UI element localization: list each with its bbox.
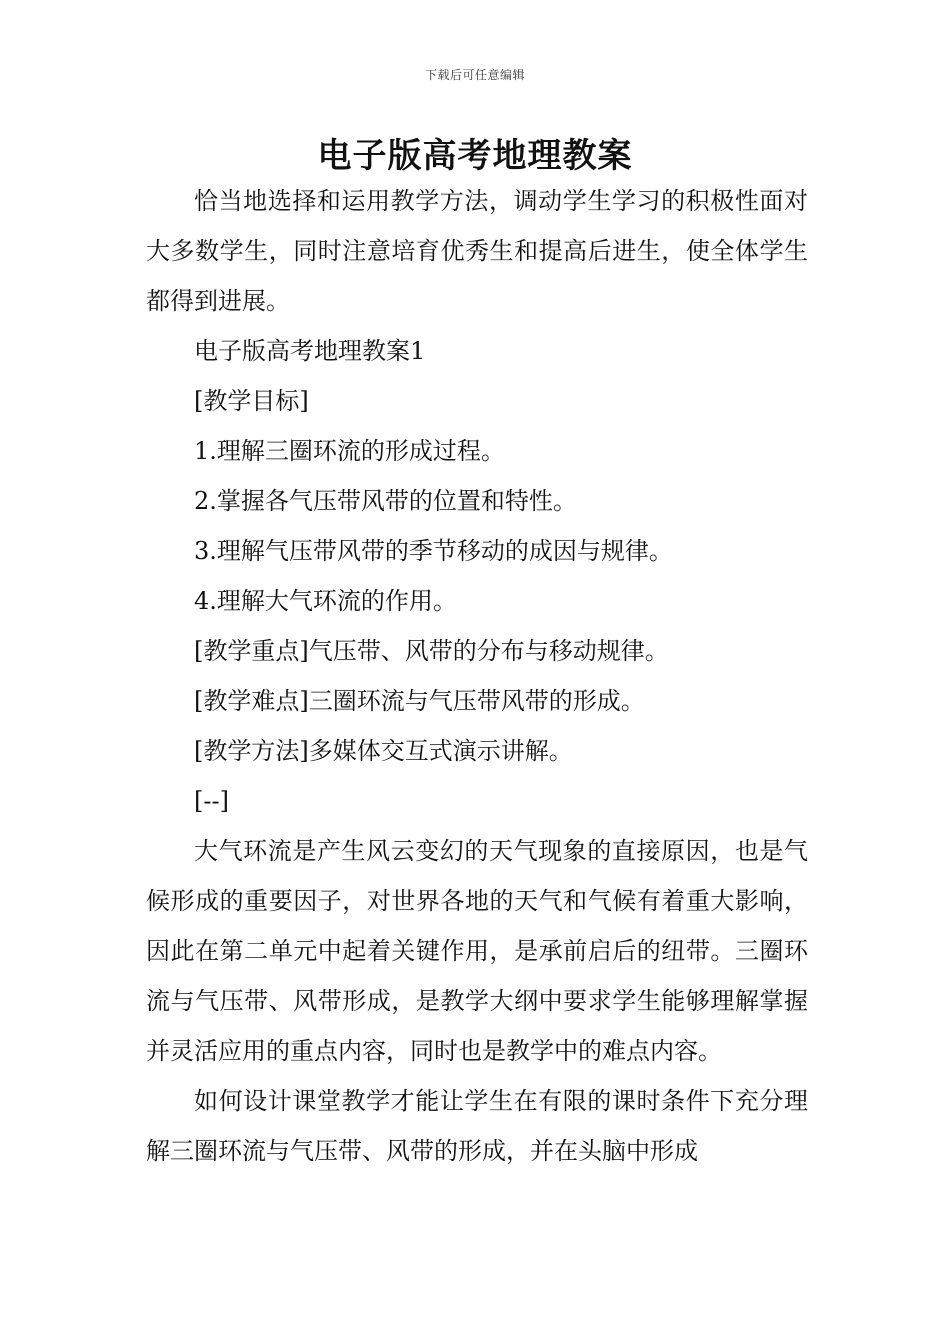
difficult-point: [教学难点]三圈环流与气压带风带的形成。 <box>194 687 645 715</box>
section-heading: 电子版高考地理教案1 <box>194 337 426 365</box>
objective-item: 3.理解气压带风带的季节移动的成因与规律。 <box>194 537 673 565</box>
body-paragraph-2: 如何设计课堂教学才能让学生在有限的课时条件下充分理解三圈环流与气压带、风带的形成，并在头脑中形成 <box>146 1087 808 1165</box>
header-note: 下载后可任意编辑 <box>424 68 525 82</box>
body-paragraph-1: 大气环流是产生风云变幻的天气现象的直接原因，也是气候形成的重要因子，对世界各地的天气和气候有着重大影响，因此在第二单元中起着关键作用，是承前启后的纽带。三圈环流与气压带、风带形成，是教学大纲中要求学生能够理解掌握并灵活应用的重点内容，同时也是教学中的难点内容。 <box>146 837 808 1065</box>
document-title: 电子版高考地理教案 <box>317 136 633 176</box>
objective-item: 2.掌握各气压带风带的位置和特性。 <box>194 487 577 515</box>
objective-item: 1.理解三圈环流的形成过程。 <box>194 437 505 465</box>
objectives-heading: [教学目标] <box>194 387 309 415</box>
section-separator: [--] <box>194 787 229 815</box>
intro-paragraph: 恰当地选择和运用教学方法，调动学生学习的积极性面对大多数学生，同时注意培育优秀生和提高后进生，使全体学生都得到进展。 <box>146 187 808 315</box>
teaching-method: [教学方法]多媒体交互式演示讲解。 <box>194 737 573 765</box>
document-body <box>146 176 808 1176</box>
key-point: [教学重点]气压带、风带的分布与移动规律。 <box>194 637 669 665</box>
objective-item: 4.理解大气环流的作用。 <box>194 587 457 615</box>
